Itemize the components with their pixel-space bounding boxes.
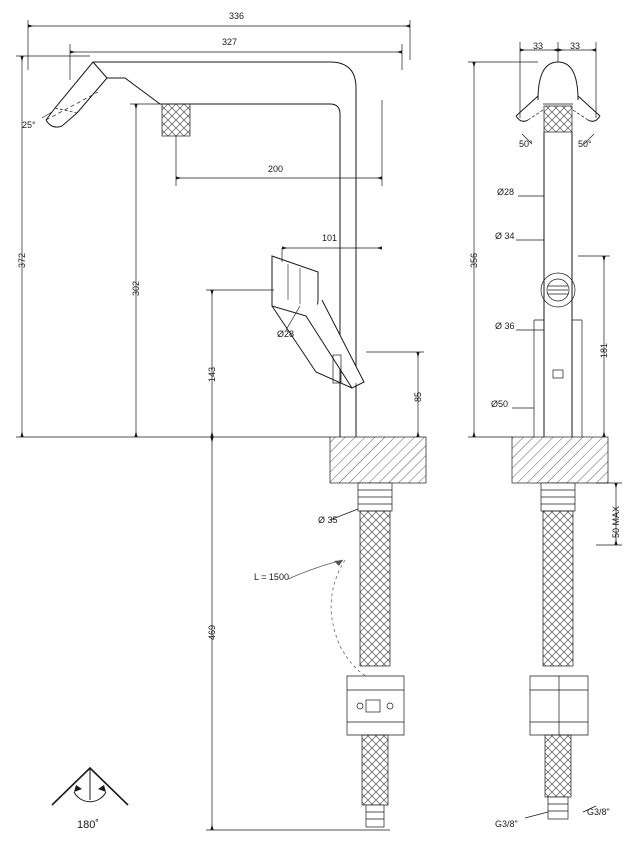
dim-spout-reach: 327: [222, 37, 238, 47]
dim-right-height-overall: 356: [469, 252, 479, 268]
dim-below-deck: 469: [207, 624, 217, 640]
swivel-range-label: 180˚: [77, 819, 100, 831]
dim-spray-height: 143: [207, 366, 217, 382]
dim-half-right: 33: [570, 41, 581, 51]
dim-connection-left: G3/8": [495, 819, 518, 829]
dim-collar-dia: Ø 34: [495, 231, 515, 241]
dim-handle-dia: Ø28: [497, 187, 515, 197]
dim-half-left: 33: [533, 41, 544, 51]
dim-shank-dia: Ø 35: [318, 515, 338, 525]
dim-aerator-height: 85: [413, 391, 423, 402]
dim-spray-dia: Ø28: [277, 329, 295, 339]
dim-angle-right: 50°: [578, 139, 592, 149]
dim-body-height: 181: [599, 342, 609, 358]
dim-body-dia: Ø 36: [495, 321, 515, 331]
dim-connection-right: G3/8": [587, 807, 610, 817]
dim-height-overall: 372: [17, 252, 27, 268]
dim-angle-spout: 25°: [22, 120, 36, 130]
dim-overall-width-top: 336: [229, 11, 245, 21]
dim-base-dia: Ø50: [491, 399, 509, 409]
dim-angle-left: 50°: [519, 139, 533, 149]
dim-spout-inner: 200: [268, 164, 284, 174]
dim-deck-max: 50 MAX: [611, 505, 621, 538]
dim-spray-offset: 101: [322, 233, 338, 243]
dim-height-body: 302: [131, 280, 141, 296]
dim-hose-length: L = 1500: [254, 572, 289, 582]
